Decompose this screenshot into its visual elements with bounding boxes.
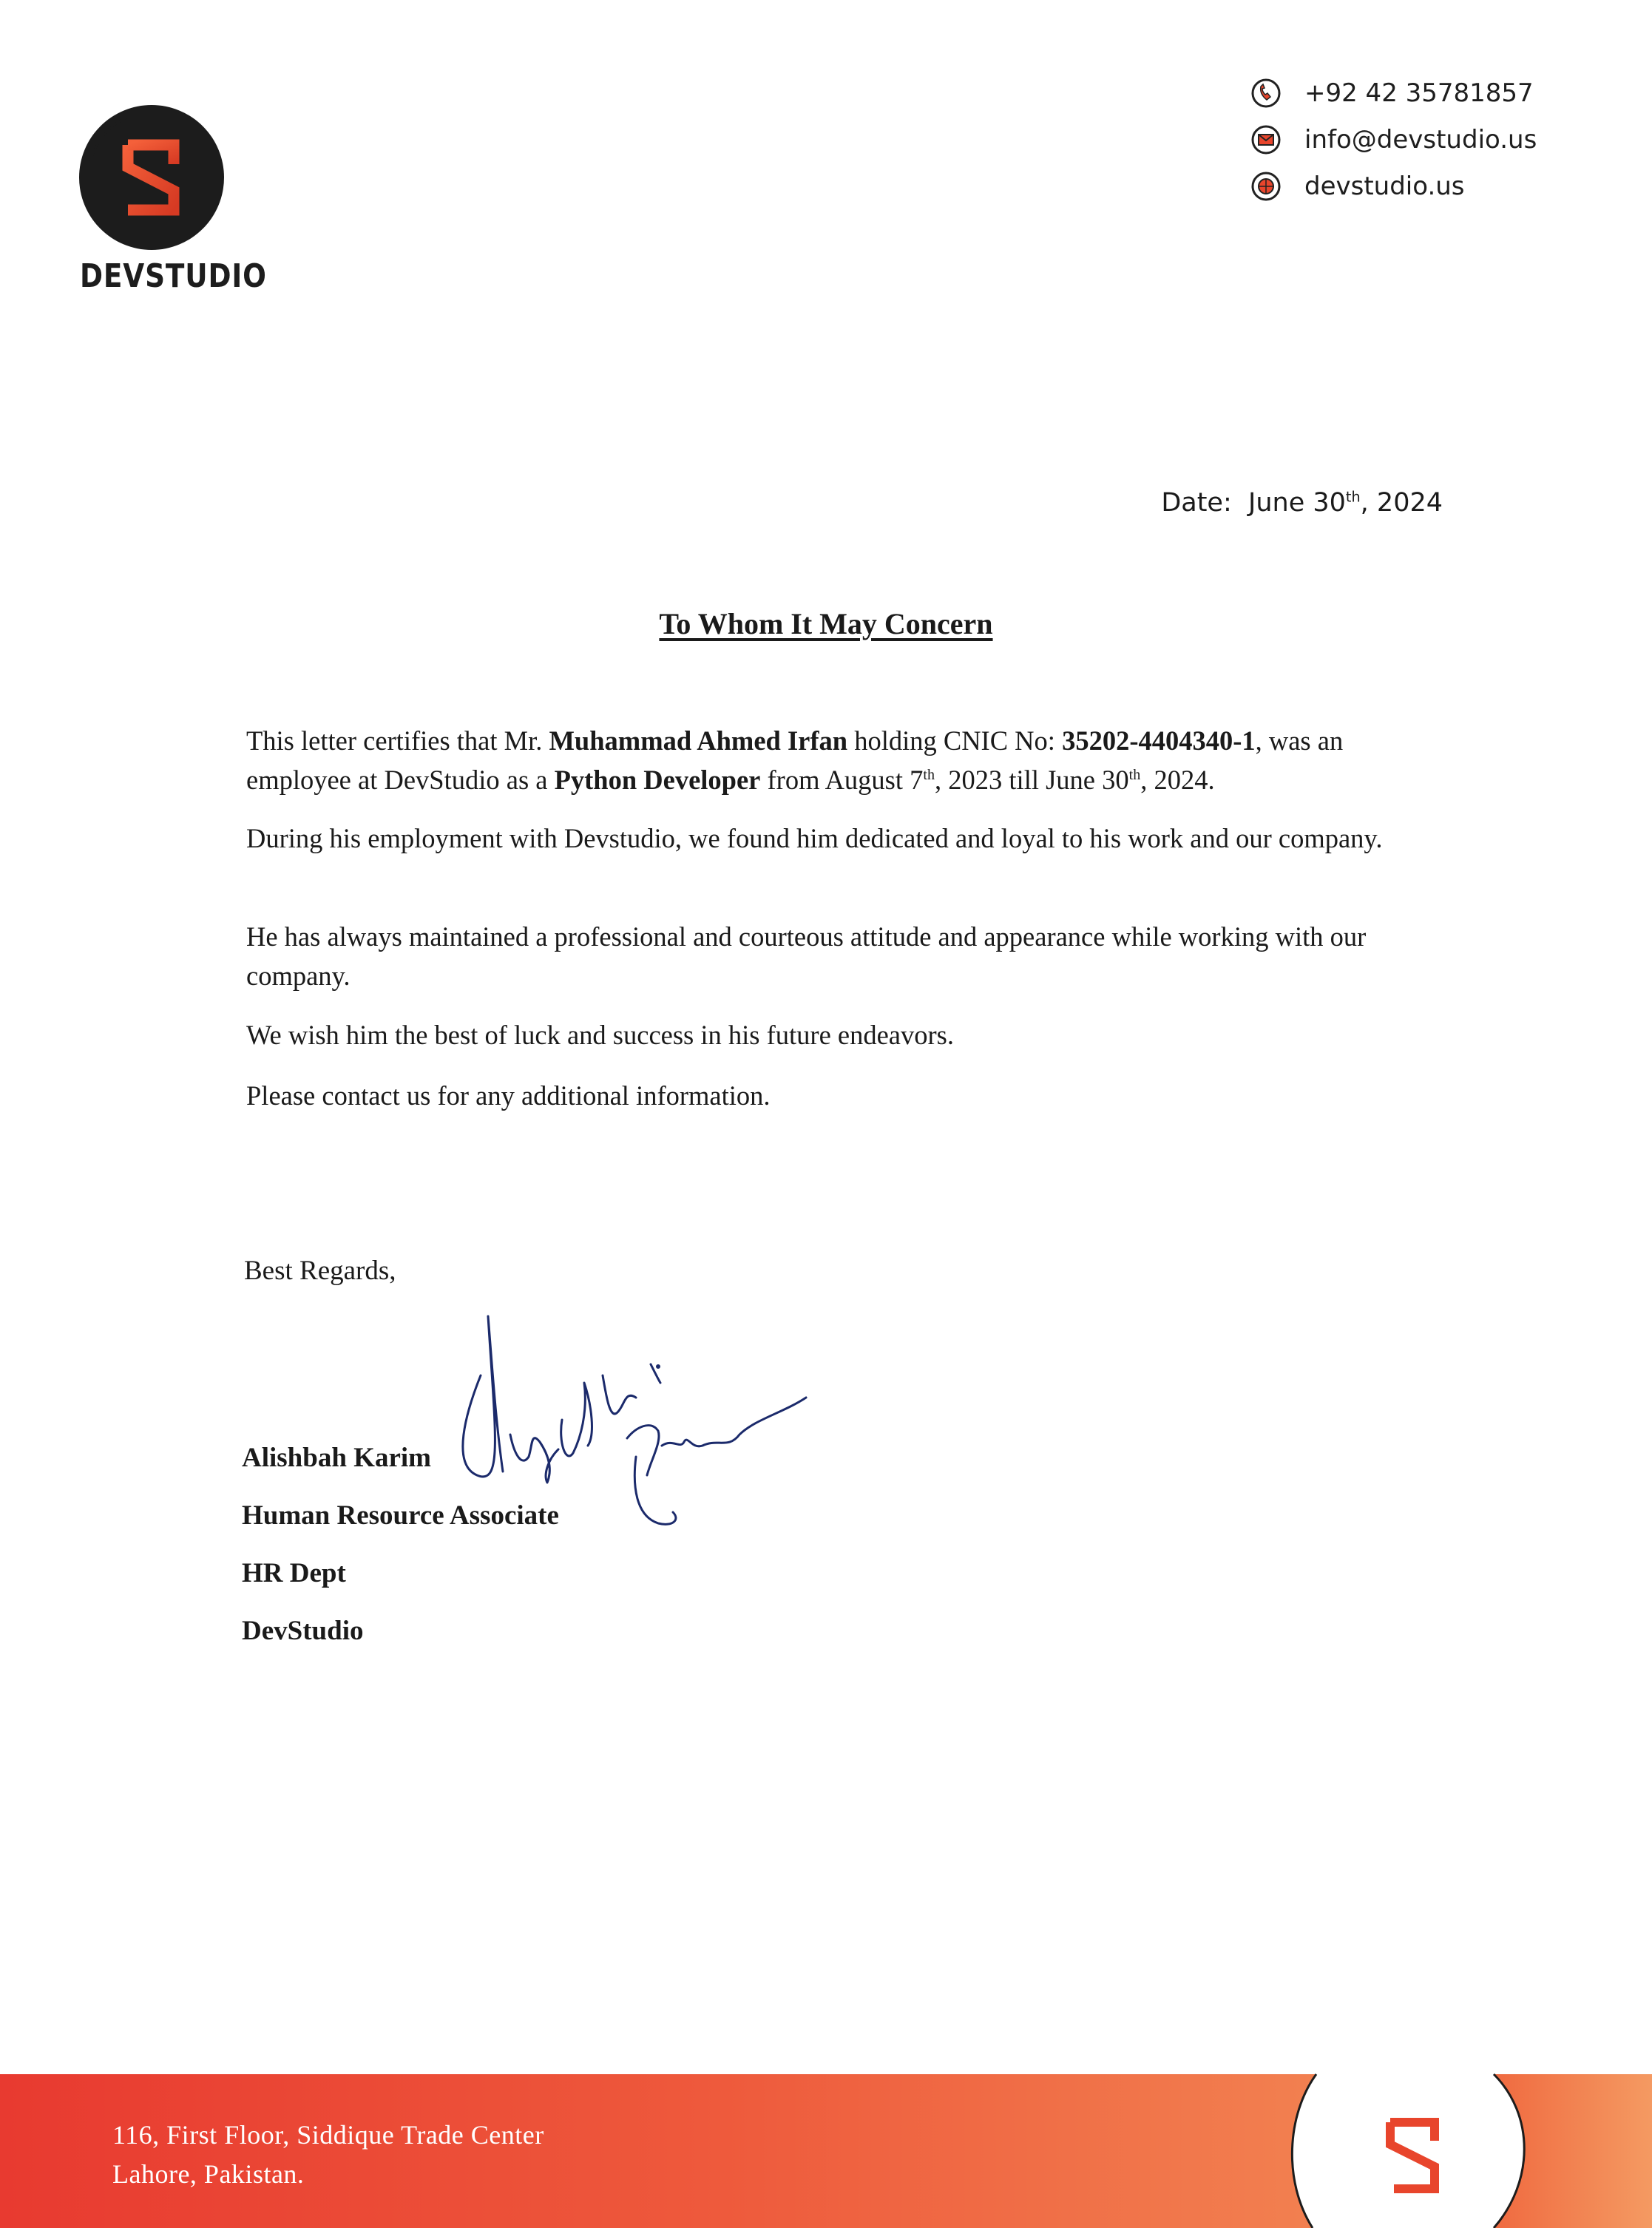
signatory-company: DevStudio [242,1616,364,1646]
letter-date [1161,488,1443,518]
date-value-post: , 2024 [1360,488,1443,518]
p1-t3: , was an employee at DevStudio as a [246,725,1344,795]
p1-sup2: th [1128,766,1141,783]
email-icon [1250,123,1282,156]
phone-text: +92 42 35781857 [1304,78,1534,108]
website-text: devstudio.us [1304,172,1465,201]
contact-email[interactable] [1250,123,1537,156]
date-value-sup: th [1345,488,1361,506]
p1-t6: , 2024. [1140,765,1215,795]
contact-website[interactable] [1250,170,1465,203]
paragraph-contact: Please contact us for any additional information. [246,1080,771,1111]
paragraph-attitude: He has always maintained a professional and courteous attitude and appearance while working with our company. [246,921,1367,991]
cnic-number: 35202-4404340-1 [1062,725,1256,756]
footer-address-line2: Lahore, Pakistan. [112,2159,305,2189]
web-icon [1250,170,1282,203]
p1-t1: This letter certifies that Mr. [246,725,549,756]
employee-name: Muhammad Ahmed Irfan [549,725,848,756]
paragraph-dedication: During his employment with Devstudio, we found him dedicated and loyal to his work and our company. [246,823,1383,853]
phone-icon [1250,77,1282,109]
company-logo [76,102,227,253]
footer-address-line1: 116, First Floor, Siddique Trade Center [112,2120,544,2150]
signatory-department: HR Dept [242,1558,346,1588]
contact-phone[interactable] [1250,77,1534,109]
date-label: Date: [1161,488,1232,518]
brand-name: DEVSTUDIO [80,257,267,295]
signatory-title: Human Resource Associate [242,1500,559,1531]
p1-t5: , 2023 till June 30 [935,765,1129,795]
paragraph-wishes: We wish him the best of luck and success in his future endeavors. [246,1020,954,1050]
paragraph-certification [246,721,1444,799]
date-value-pre: June 30 [1248,488,1346,518]
email-text: info@devstudio.us [1304,125,1537,155]
signatory-name: Alishbah Karim [242,1443,431,1473]
p1-t4: from August 7 [760,765,924,795]
closing: Best Regards, [244,1256,396,1286]
letter-heading: To Whom It May Concern [659,607,993,640]
employee-role: Python Developer [554,765,761,795]
p1-sup1: th [923,766,935,783]
p1-t2: holding CNIC No: [847,725,1063,756]
footer-logo-icon [1368,2104,1457,2207]
